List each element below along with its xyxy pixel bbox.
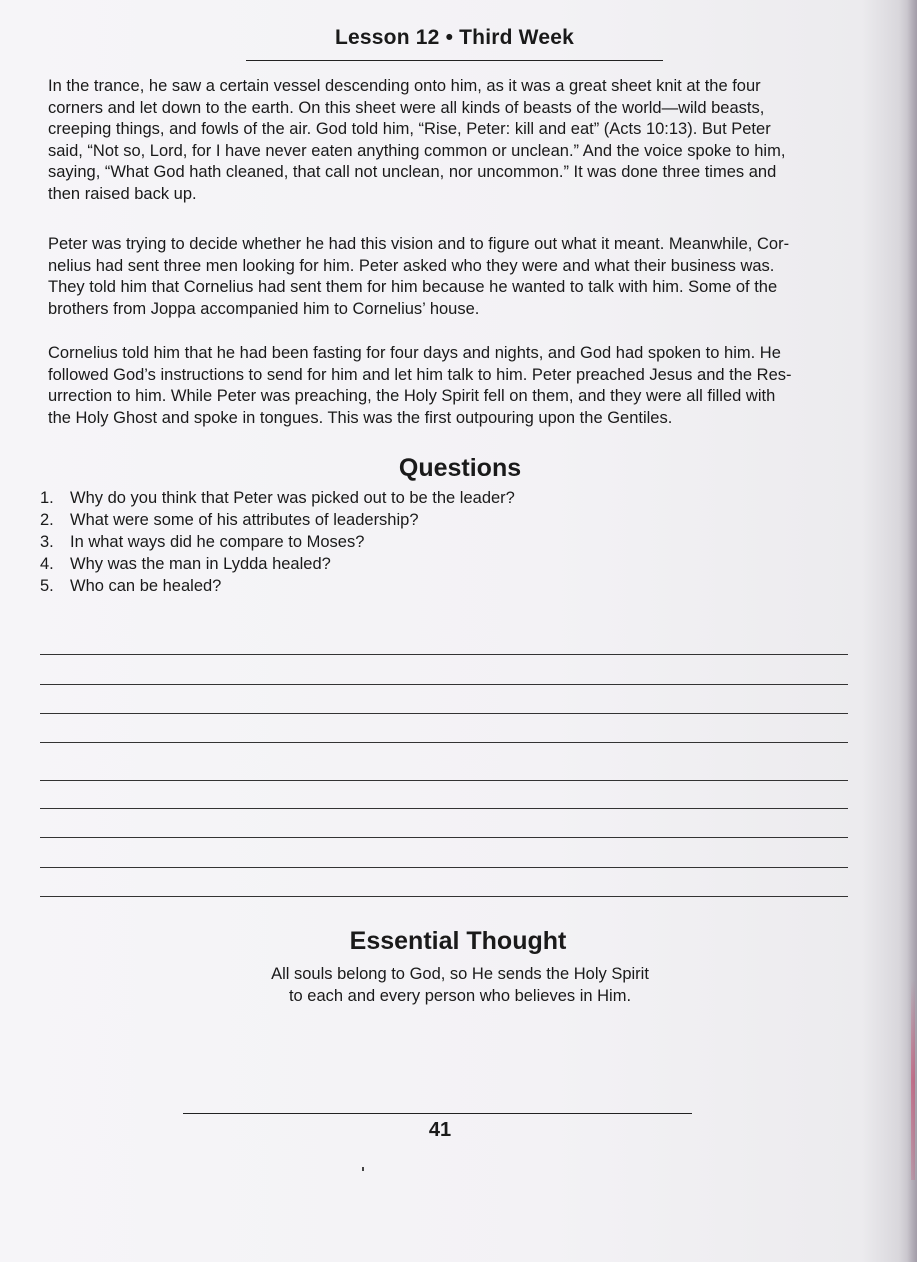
answer-line[interactable] bbox=[40, 837, 848, 838]
answer-line[interactable] bbox=[40, 808, 848, 809]
paragraph-vision: Peter was trying to decide whether he had this vision and to figure out what it meant. Meanwhile, Cor- nelius had sent three men looking for him. Peter asked who they were and what their business was. They told him that Cornelius had sent them for him because he wanted to talk with him. Some of the brothers from Joppa accompanied him to Cornelius’ house. bbox=[48, 235, 790, 318]
footer-rule bbox=[183, 1113, 692, 1114]
question-item: 3. In what ways did he compare to Moses? bbox=[40, 533, 365, 551]
question-item: 1. Why do you think that Peter was picked out to be the leader? bbox=[40, 489, 515, 507]
answer-line[interactable] bbox=[40, 684, 848, 685]
question-item: 4. Why was the man in Lydda healed? bbox=[40, 555, 331, 573]
question-item: 5. Who can be healed? bbox=[40, 577, 222, 595]
answer-line[interactable] bbox=[40, 654, 848, 655]
essential-thought-heading: Essential Thought bbox=[349, 927, 567, 955]
page-number: 41 bbox=[428, 1119, 452, 1141]
essential-thought-text: All souls belong to God, so He sends the Holy Spirit to each and every person who believes in Him. bbox=[271, 965, 649, 1005]
page-edge-tint bbox=[911, 980, 915, 1180]
answer-line[interactable] bbox=[40, 780, 848, 781]
questions-heading: Questions bbox=[398, 454, 522, 482]
paragraph-cornelius: Cornelius told him that he had been fasting for four days and nights, and God had spoken to him. He followed God’s instructions to send for him and let him talk to him. Peter preached Jesus and the Res- urrection to him. While Peter was preaching, the Holy Spirit fell on them, and they were all filled with the Holy Ghost and spoke in tongues. This was the first outpouring upon the Gentiles. bbox=[48, 344, 792, 427]
answer-line[interactable] bbox=[40, 867, 848, 868]
question-item: 2. What were some of his attributes of leadership? bbox=[40, 511, 419, 529]
header-rule bbox=[246, 60, 663, 61]
lesson-header: Lesson 12 • Third Week bbox=[335, 26, 574, 49]
answer-line[interactable] bbox=[40, 896, 848, 897]
paragraph-trance: In the trance, he saw a certain vessel descending onto him, as it was a great sheet knit at the four corners and let down to the earth. On this sheet were all kinds of beasts of the world—wild beasts, creeping things, and fowls of the air. God told him, “Rise, Peter: kill and eat” (Acts 10:13). But Peter said, “Not so, Lord, for I have never eaten anything common or unclean.” And the voice spoke to him, saying, “What God hath cleaned, that call not unclean, nor uncommon.” It was done three times and then raised back up. bbox=[48, 77, 786, 203]
answer-line[interactable] bbox=[40, 713, 848, 714]
staple-mark bbox=[362, 1167, 364, 1171]
answer-line[interactable] bbox=[40, 742, 848, 743]
questions-list bbox=[40, 487, 515, 597]
